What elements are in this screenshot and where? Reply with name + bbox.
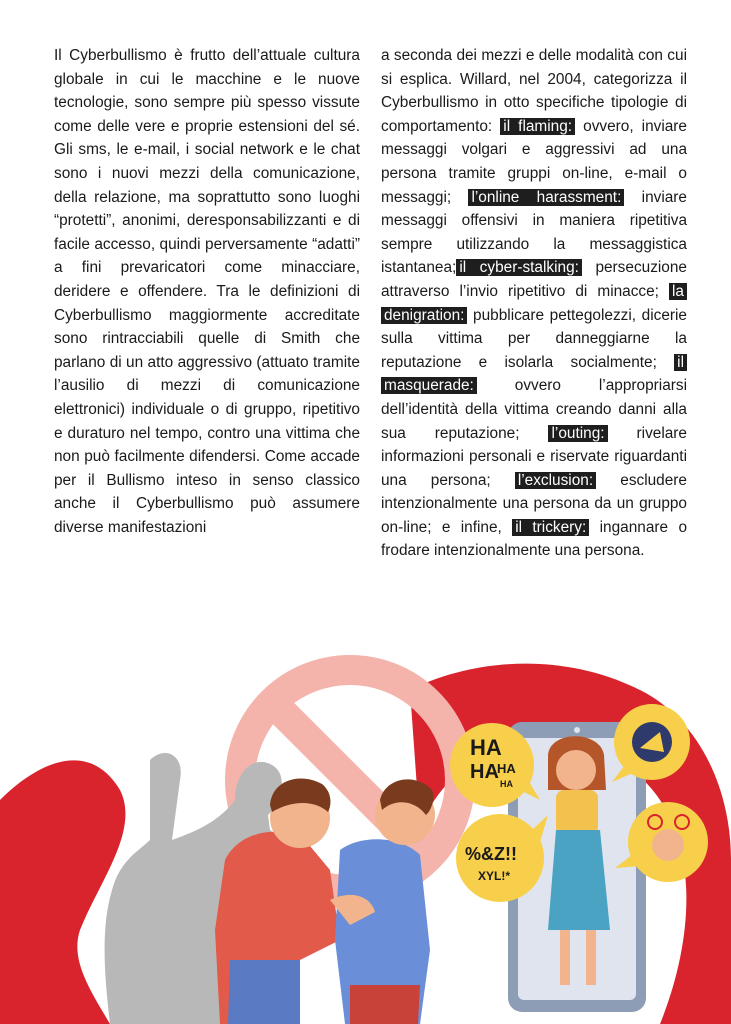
term-outing: l’outing: (548, 425, 607, 442)
desc-exclusion: escludere intenzionalmente una persona da un gruppo on-line; e infine, (381, 471, 687, 536)
term-exclusion: l’exclusion: (515, 472, 596, 489)
boy-blue-hoodie (330, 779, 435, 1024)
term-cyber-stalking: il cyber-stalking: (456, 259, 582, 276)
laugh-text-1: HA (470, 735, 502, 760)
left-column-text: Il Cyberbullismo è frutto dell’attuale cultura globale in cui le macchine e le nuove tecnologie, sono sempre più spesso vissute come delle vere e proprie estensioni del sé. Gli sms, le e-mail, i social network e le chat sono i nuovi mezzi della comunicazione, della relazione, ma soprattutto sono luoghi “protetti”, anonimi, deresponsabilizzanti e di facile accesso, quindi perversamente “adatti” a fini prevaricatori come minacciare, deridere e offendere. Tra le definizioni di Cyberbullismo maggiormente accreditate sono rintracciabili quelle di Smith che parlano di un atto aggressivo (attuato tramite l’ausilio di mezzi di comunicazione elettronici) individuale o di gruppo, ripetitivo e duraturo nel tempo, contro una vittima che non può facilmente difendersi. Come accade per il Bullismo inteso in senso classico anche il Cyberbullismo può assumere diverse manifestazioni (54, 47, 360, 536)
desc-cyber-stalking: persecuzione attraverso l’invio ripetitivo di minacce; (381, 259, 687, 300)
desc-denigration: pubblicare pettegolezzi, dicerie sulla vittima per danneggiarne la reputazione e isolarla socialmente; (381, 306, 687, 371)
desc-flaming: ovvero, inviare messaggi volgari e aggressivi ad una persona tramite gruppi on-line, e-mail o messaggi; (381, 117, 687, 206)
term-flaming: il flaming: (500, 118, 575, 135)
laugh-text-3: HA (497, 761, 516, 776)
term-denigration: la denigration: (381, 283, 687, 324)
desc-online-harassment: inviare messaggi offensivi in maniera ripetitiva sempre utilizzando la messaggistica istantanea; (381, 188, 687, 277)
term-online-harassment: l’online harassment: (468, 189, 624, 206)
term-masquerade: il masquerade: (381, 354, 687, 395)
curse-subtext: XYL!* (478, 869, 511, 883)
intro-text: a seconda dei mezzi e delle modalità con cui si esplica. Willard, nel 2004, categorizza il Cyberbullismo in otto specifiche tipologie di comportamento: (381, 47, 687, 135)
desc-outing: rivelare informazioni personali e riservate riguardanti una persona; (381, 424, 687, 489)
curse-text: %&Z!! (465, 844, 517, 864)
cyberbullying-illustration (0, 640, 731, 1024)
laugh-text-4: HA (500, 779, 513, 789)
right-column-text (381, 44, 687, 563)
term-trickery: il trickery: (512, 519, 589, 536)
right-column (381, 44, 687, 563)
desc-masquerade: ovvero l’appropriarsi dell’identità della vittima creando danni alla sua reputazione; (381, 377, 687, 442)
desc-trickery: ingannare o frodare intenzionalmente una persona. (381, 518, 687, 560)
laugh-text-2: HA (470, 761, 499, 783)
left-column (54, 44, 360, 539)
